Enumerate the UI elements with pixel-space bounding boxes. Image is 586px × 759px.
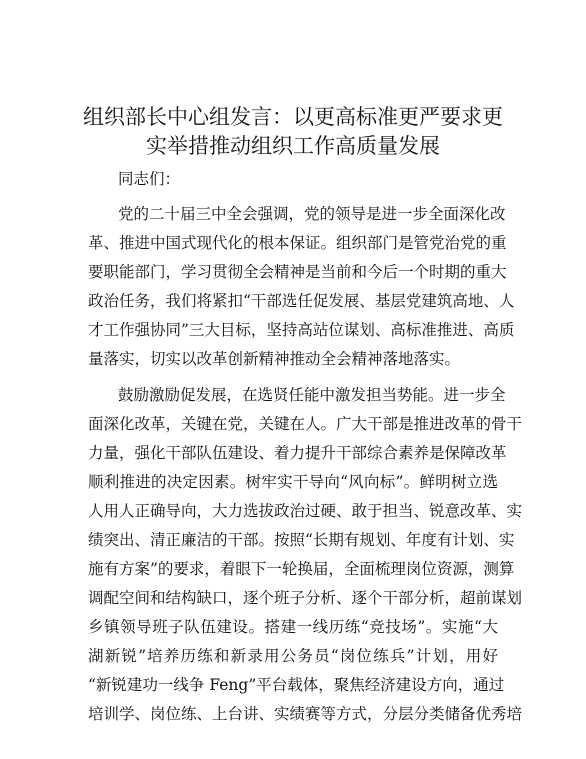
paragraph-1-line: 要职能部门，学习贯彻全会精神是当前和今后一个时期的重大: [88, 263, 507, 281]
paragraph-2-line: 顺利推进的决定因素。树牢实干导向“风向标”。鲜明树立选: [88, 473, 498, 491]
paragraph-1-line: 革、推进中国式现代化的根本保证。组织部门是管党治党的重: [88, 234, 507, 252]
paragraph-1-line: 政治任务，我们将紧扣“干部选任促发展、基层党建筑高地、人: [88, 292, 515, 310]
document-title-line-1: 组织部长中心组发言：以更高标准更严要求更: [83, 105, 503, 129]
paragraph-2-line: 鼓励激励促发展，在选贤任能中激发担当势能。进一步全: [118, 386, 506, 404]
greeting: 同志们：: [118, 170, 181, 188]
paragraph-2-line: 面深化改革，关键在党，关键在人。广大干部是推进改革的骨干: [88, 415, 523, 433]
paragraph-2-line: 调配空间和结构缺口，逐个班子分析、逐个干部分析，超前谋划: [88, 589, 523, 607]
paragraph-1-line: 党的二十届三中全会强调，党的领导是进一步全面深化改: [118, 205, 506, 223]
paragraph-2-line: 乡镇领导班子队伍建设。搭建一线历练“竞技场”。实施“大: [88, 618, 498, 636]
paragraph-1-line: 才工作强协同”三大目标，坚持高站位谋划、高标准推进、高质: [88, 321, 515, 339]
document-title-line-2: 实举措推动组织工作高质量发展: [146, 134, 440, 158]
paragraph-2-line: 施有方案”的要求，着眼下一轮换届，全面梳理岗位资源，测算: [88, 560, 515, 578]
paragraph-1-line: 量落实，切实以改革创新精神推动全会精神落地落实。: [88, 350, 461, 368]
paragraph-2-line: “新锐建功一线争 Feng”平台载体，聚焦经济建设方向，通过: [88, 676, 505, 694]
paragraph-2-line: 人用人正确导向，大力选拔政治过硬、敢于担当、锐意改革、实: [88, 502, 523, 520]
paragraph-2-line: 绩突出、清正廉洁的干部。按照“长期有规划、年度有计划、实: [88, 531, 515, 549]
paragraph-2-line: 湖新锐”培养历练和新录用公务员“岗位练兵”计划，用好: [88, 647, 498, 665]
paragraph-2-line: 培训学、岗位练、上台讲、实绩赛等方式，分层分类储备优秀培: [88, 705, 523, 723]
paragraph-2-line: 力量，强化干部队伍建设、着力提升干部综合素养是保障改革: [88, 444, 507, 462]
